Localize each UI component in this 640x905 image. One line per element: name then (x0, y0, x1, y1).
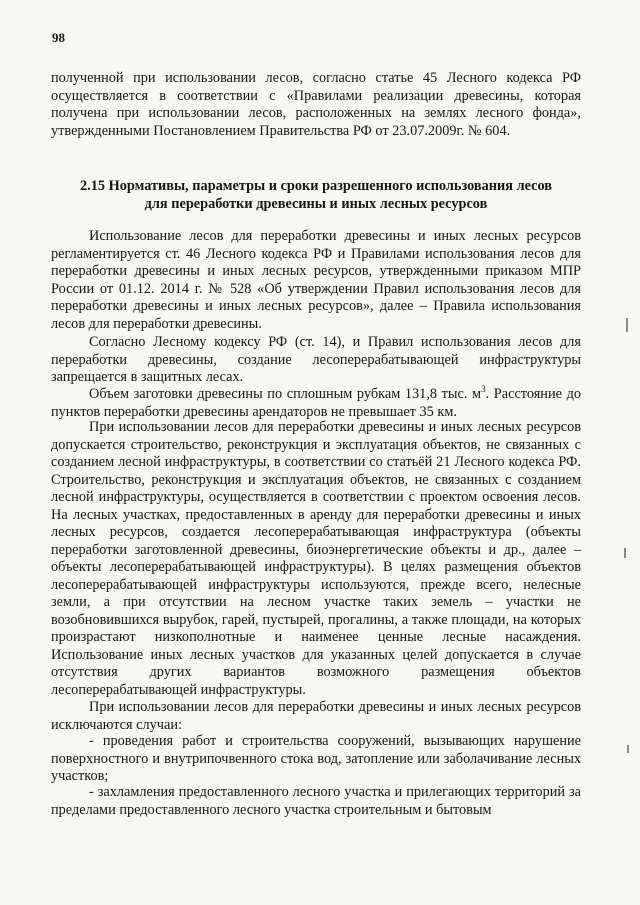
section-heading-line-2: для переработки древесины и иных лесных ресурсов (144, 195, 488, 212)
intro-paragraph: полученной при использовании лесов, согласно статье 45 Лесного кодекса РФ осуществляется в соответствии с «Правилами реализации древесины, которая получена при использовании лесов, расположенных на землях лесного фонда», утвержденными Постановлением Правительства РФ от 23.07.2009г. № 604. (51, 70, 581, 139)
distance-text: . Расстояние до пунктов переработки древесины арендаторов не превышает 35 км. (51, 386, 581, 420)
list-item-littering: - захламления предоставленного лесного участка и прилегающих территорий за пределами предоставленного лесного участка строительным и бытовым (51, 784, 581, 818)
paragraph-regulation: Использование лесов для переработки древесины и иных лесных ресурсов регламентируется ст. 46 Лесного кодекса РФ и Правилами использования лесов для переработки древесины и иных лесных ресурсов, утвержденными приказом МПР России от 01.12. 2014 г. № 528 «Об утверждении Правил использования лесов для переработки древесины и иных лесных ресурсов», далее – Правила использования лесов для переработки древесины. (51, 228, 581, 332)
scan-artifact (627, 745, 629, 753)
paragraph-exclusions-intro: При использовании лесов для переработки древесины и иных лесных ресурсов исключаются случаи: (51, 699, 581, 733)
paragraph-harvest-volume (51, 386, 581, 421)
scan-artifact (626, 318, 628, 332)
paragraph-construction: При использовании лесов для переработки древесины и иных лесных ресурсов допускается строительство, реконструкция и эксплуатация объектов, не связанных с созданием лесной инфраструктуры, в соответствии со статьёй 21 Лесного кодекса РФ. Строительство, реконструкция и эксплуатация объектов, не связанных с созданием лесной инфраструктуры, осуществляется в соответствии с проектом освоения лесов. На лесных участках, предоставленных в аренду для переработки древесины и иных лесных ресурсов, создается лесоперерабатывающая инфраструктура (объекты переработки заготовленной древесины, биоэнергетические объекты и др., далее – объекты лесоперерабатывающей инфраструктуры). В целях размещения объектов лесоперерабатывающей инфраструктуры используются, прежде всего, нелесные земли, а при отсутствии на лесном участке таких земель – участки не возобновившихся вырубок, гарей, пустырей, прогалины, а также площади, на которых произрастают низкополнотные и наименее ценные лесные насаждения. Использование иных лесных участков для указанных целей допускается в случае отсутствия других вариантов возможного размещения объектов лесоперерабатывающей инфраструктуры. (51, 419, 581, 698)
section-heading-line-1: 2.15 Нормативы, параметры и сроки разрешенного использования лесов (80, 178, 552, 194)
paragraph-protective-forests: Согласно Лесному кодексу РФ (ст. 14), и Правил использования лесов для переработки древесины, создание лесоперерабатывающей инфраструктуры запрещается в защитных лесах. (51, 334, 581, 385)
cubic-superscript: 3 (481, 384, 486, 395)
page-number: 98 (52, 30, 65, 45)
scan-artifact (624, 548, 626, 558)
section-heading (51, 178, 581, 213)
harvest-volume-text: Объем заготовки древесины по сплошным рубкам 131,8 тыс. м (89, 386, 482, 402)
list-item-runoff: - проведения работ и строительства сооружений, вызывающих нарушение поверхностного и внутрипочвенного стока вод, затопление или заболачивание лесных участков; (51, 733, 581, 784)
